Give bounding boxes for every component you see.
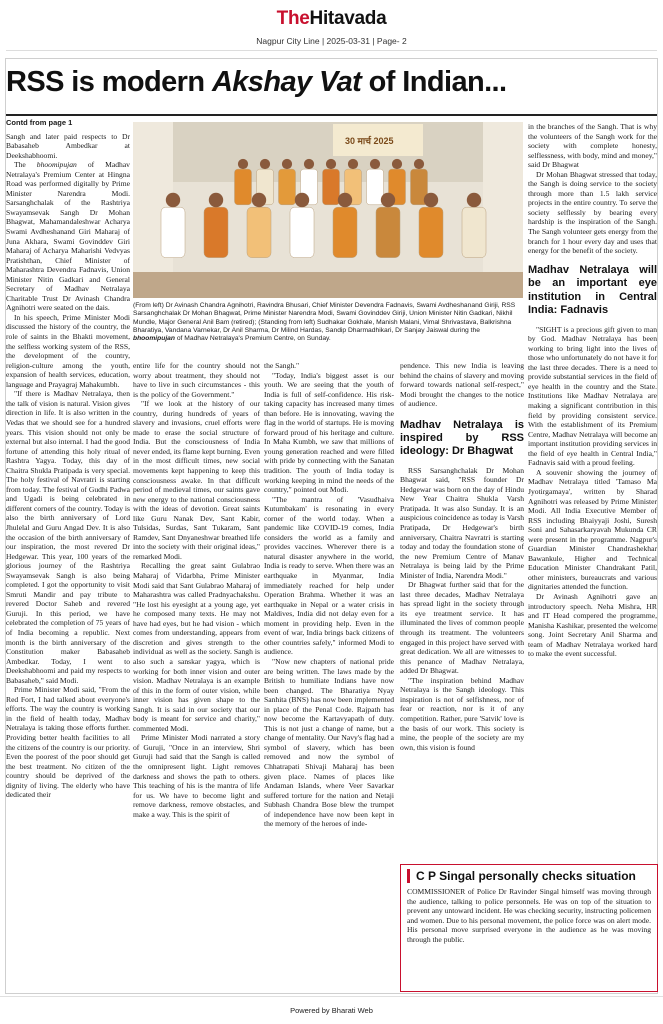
- article-column-5: [528, 122, 657, 860]
- paragraph: In his speech, Prime Minister Modi discussed the history of the country, the role of saints in the Bhakti movement, the selfless working system of the RSS, the development of the country, religion-culture among the youth, expansion of health services, education, language and Prayagraj Mahakumbh.: [6, 312, 130, 389]
- boxed-story-title: C P Singal personally checks situation: [407, 869, 651, 883]
- paragraph: "If there is Madhav Netralaya, then the talk of vision is natural. Vision gives direction in life. It is also written in the Vedas that we should see for a hundred years. This vision should not only be external but also internal. I had the good fortune of attending this holy ritual of Rashtra Yagya. Today, this day of Chaitra Shukla Pratipada is very special. The holy festival of Navratri is starting from today. The festival of Gudhi Padwa and Ugadi is being celebrated in different corners of the country. Today is also the birth anniversary of Lord Jhulelal and Guru Angad Dev. It is also the occasion of the birth anniversary of our inspiration, the most revered Dr Hedgewar. This year, 100 years of the glorious journey of the Rashtriya Swayamsevak Sangh is also being completed. I got the opportunity to visit Smruti Mandir and pay tribute to revered Doctor Saheb and revered Guruji. In this period, we have celebrated the completion of 75 years of of India becoming a republic. Next month is the birth anniversary of the Constitution maker Babasaheb Ambedkar. Today, I went to Deekshabhoomi and paid my respects to Babasaheb," said Modi.: [6, 389, 130, 685]
- paragraph: the Sangh.": [264, 361, 300, 370]
- footer-link[interactable]: Powered by Bharati Web: [290, 1006, 373, 1015]
- subheading: Madhav Netralaya is inspired by RSS ideology: Dr Bhagwat: [400, 418, 524, 457]
- masthead: [0, 0, 663, 50]
- article-column-3: [264, 361, 394, 994]
- paragraph: "If we look at the history of our country, during hundreds of years of slavery and invasions, cruel efforts were made to erase the social structure of India. But the consciousness of India never ended, its flame kept burning. Even in the most difficult times, new social movements kept happening to keep this consciousness awake. In that difficult period of medieval times, our saints gave new energy to the national consciousness with the ideas of devotion. Great saints like Guru Nanak Dev, Sant Kabir, Tulsidas, Surdas, Sant Tukaram, Sant Ramdev, Sant Dnyaneshwar breathed life into the society with their original ideas," remarked Modi.: [133, 399, 260, 561]
- paragraph: Prime Minister Modi said, "From the Red Fort, I had talked about everyone's efforts. The way the country is working in the field of health today, Madhav Netralaya is taking those efforts further. Providing better health facilities to all the citizens of the country is our priority. Even the poorest of the poor should get the best treatment. No citizen of the country should be deprived of the dignity of living. The elderly who have dedicated their: [6, 685, 130, 800]
- paragraph: Recalling the great saint Gulabrao Maharaj of Vidarbha, Prime Minister Modi said that Sant Gulabrao Maharaj of Maharashtra was called Pradnyachakshu. "He lost his eyesight at a young age, yet he composed many texts. He may not have had eyes, but he had vision - which comes from understanding, appears from discretion and gives strength to the individual as well as the society. Sangh is also such a sanskar yagya, which is working for both inner vision and outer vision. Madhav Netralaya is an example of this in the form of outer vision, while inner vision has given shape to the Sangh. It is said in our society that our body is meant for service and charity," commented Modi.: [133, 561, 260, 733]
- paragraph: RSS Sarsanghchalak Dr Mohan Bhagwat said, "RSS founder Dr Hedgewar was born on the day of Hindu New Year Chaitra Shukla Varsh Pratipada. It was also Sunday. It is an auspicious coincidence as today is Varsh Pratipada, Dr Hedgewar's birth anniversary, Chaitra Navratri is starting today and today the foundation stone of the new Premium Centre of Manav Netralaya is being laid by the Prime Minister of India, Narendra Modi.": [400, 465, 524, 580]
- paragraph: "The mantra of 'Vasudhaiva Kutumbakam' is resonating in every corner of the world today. When a pandemic like COVID-19 comes, India considers the world as a family and provides vaccines. Wherever there is a natural disaster anywhere in the world, India is ready to serve. When there was an earthquake in Myanmar, India immediately reached for help under Operation Brahma. Whether it was an earthquake in Nepal or a water crisis in Maldives, India did not delay even for a moment in providing help. Even in the event of war, India brings back citizens of other countries safely," informed Modi to audience.: [264, 494, 394, 657]
- text: of Madhav Netralaya's Premium Centre, on Sunday.: [174, 335, 331, 343]
- text: The: [14, 160, 37, 170]
- event-photo-illustration: [133, 122, 523, 298]
- article-column-4: [400, 361, 524, 861]
- boxed-story-text: COMMISSIONER of Police Dr Ravinder Singal himself was moving through the audience, talking to police personnels. He was on top of the situation to prevent any untoward incident. He was checking security, instructing policemen and women. Due to his personal movement, the police force was on alert mode. His personal move surprised everyone in the audience as he was moving through the public.: [407, 887, 651, 944]
- banner-text: 30 मार्च 2025: [345, 136, 394, 146]
- text: bhoomipujan: [36, 160, 77, 170]
- headline-part-2: Akshay Vat: [211, 66, 362, 98]
- article-column-2: [133, 361, 260, 994]
- paragraph: [6, 160, 130, 313]
- subheading: Madhav Netralaya will be an important eye institution in Central India: Fadnavis: [528, 263, 657, 317]
- logo-the: The: [276, 8, 310, 29]
- article-column-1: [6, 118, 130, 994]
- paragraph: "The inspiration behind Madhav Netralaya is the Sangh ideology. This inspiration is not of selfishness, nor of fear or reaction, nor is it of any competition. Rather, pure 'Satvik' love is the basis of our work. This society is mine, the people of the society are my own, this vision is found: [400, 675, 524, 752]
- paragraph: "Today, India's biggest asset is our youth. We are seeing that the youth of India is full of self-confidence. His risk-taking capacity has increased many times than before. He is innovating, waving the flag in the world of startups. He is moving forward proud of his heritage and culture. In Maha Kumbh, we saw that millions of young generation reached and were filled with pride by connecting with the Sanatan tradition. The youth of India today is working keeping in mind the needs of the country," pointed out Modi.: [264, 370, 394, 495]
- footer: [0, 996, 663, 1024]
- text: (From left) Dr Avinash Chandra Agnihotri, Ravindra Bhusari, Chief Minister Devendra Fadnavis, Swami Avdheshanand Giriji, RSS Sarsanghchalak Dr Mohan Bhagwat, Prime Minister Narendra Modi, Swami Govinddev Giriji, Union Minister Nitin Gadkari, Nikhil Mundle, Major General Anil Bam (retired); (Standing from left) Sudhakar Gokhale, Manish Malani, Vimal Shrivastava, Balkrishna Bharatiya, Vandana Varnekar, Dr Anil Sharma, Dr Milind Hardas, Sandip Dharmadhikari, Dr Sanjay Jaiswal during the: [133, 302, 516, 334]
- continued-label: Contd from page 1: [6, 118, 73, 127]
- page-headline: [6, 66, 506, 99]
- photo-caption: [133, 302, 523, 343]
- paragraph: "SIGHT is a precious gift given to man by God. Madhav Netralaya has been working to bring light into the lives of those who unfortunately do not have it for the last three decades. There is a need to provide substantial services in the field of eye health in the country and the State. Institutions like Madhav Netralaya are making a significant contribution in this field by providing consistent service. With the establishment of its Premium Centre, Madhav Netralaya will become an important institution providing services in the field of eye health in Central India," Fadnavis said with a proud feeling.: [528, 324, 657, 468]
- text: bhoomipujan: [133, 335, 175, 343]
- paragraph: Dr Mohan Bhagwat stressed that today, the Sangh is doing service to the society through more than 1.5 lakh service projects in the entire country. To serve the society selflessly by bearing every hardship is the inspiration of the Sangh. The Sangh volunteer gets energy from the branch for 1 hour every day and uses that energy for the benefit of the society.: [528, 169, 657, 256]
- paragraph: pendence. This new India is leaving behind the chains of slavery and moving forward towards national self-respect," Modi brought the changes to the notice of audience.: [400, 361, 524, 409]
- newspaper-logo[interactable]: [0, 8, 663, 30]
- event-photo: [133, 122, 523, 298]
- paragraph: Dr Bhagwat further said that for the last three decades, Madhav Netralaya has spread light in the society through its eye treatment service. It has illuminated the lives of common people through its treatment. The volunteers engaged in this project have served with great dedication. We all are witnesses to this penance of Madhav Netralaya, added Dr Bhagwat.: [400, 580, 524, 676]
- headline-rule: [6, 114, 657, 116]
- text: of Madhav Netralaya's Premium Center at Hingna Road was performed digitally by Prime Minister Narendra Modi. Sarsanghchalak of the Rashtriya Swayamsevak Sangh Dr Mohan Bhagwat, Mahamandaleshwar Acharya Swami Avdheshanand Giri Maharaj of Juna Akhara, Swami Govinddev Giri Maharaj of Acharya Maharishi Vedvyas Pratishthan, Chief Minister of Maharashtra Devendra Fadnavis, Union Minister Nitin Gadkari and General Secretary of Madhav Netralaya Charitable Trust Dr Avinash Chandra Agnihotri were seated on the dais.: [6, 160, 130, 313]
- paragraph: entire life for the country should not worry about treatment, they should not have to live in such circumstances - this is the policy of the Government.": [133, 361, 260, 399]
- paragraph: "Now new chapters of national pride are being written. The laws made by the British to humiliate Indians have now been changed. The Bharatiya Nyay Sanhita (BNS) has now been implemented in place of the Penal Code. Rajpath has now become the Kartavyapath of duty. This is not just a change of name, but a change of mentality. Our Navy's flag had a symbol of slavery, which has been removed and now the symbol of Chhatrapati Shivaji Maharaj has been given place. Names of places like Andaman Islands, where Veer Savarkar suffered torture for the nation and Netaji Subhash Chandra Bose blew the trumpet of independence have now been kept in the memory of the heroes of inde-: [264, 656, 394, 829]
- paragraph: Dr Avinash Agnihotri gave an introductory speech. Neha Mishra, HR and IT Head compered the programme, Manisha Kashikar, presented the welcome song. Joint Secretary Anil Sharma and team of Madhav Netralaya worked hard to make the event successful.: [528, 591, 657, 659]
- logo-hitavada: Hitavada: [309, 8, 387, 29]
- paragraph: Prime Minister Modi narrated a story of Guruji, "Once in an interview, Shri Guruji had said that the Sangh is called the omnipresent light. Light removes darkness and shows the path to others. This teaching of his is the mantra of life for us. We have to become light and remove darkness, remove obstacles, and make a way. This is the spirit of: [133, 733, 260, 819]
- paragraph: A souvenir showing the journey of Madhav Netralaya titled 'Tamaso Ma Jyotirgamaya', written by Sharad Agnihotri was released by Prime Minister Modi. All India Executive Member of RSS including Bhaiyyaji Joshi, Suresh Soni and Sahasarkaryavah Mukunda CR were present in the programme. Nagpur's Guardian Minister Chandrashekhar Bawankule, Higher and Technical Education Minister Chandrakant Patil, other ministers, bureaucrats and various dignitaries attended the function.: [528, 467, 657, 592]
- divider: [6, 50, 657, 51]
- boxed-story: [400, 864, 658, 992]
- paragraph: in the branches of the Sangh. That is why the volunteers of the Sangh work for the society with complete honesty, selflessness, with body, mind and money," said Dr Bhagwat: [528, 122, 657, 170]
- paragraph: Sangh and later paid respects to Dr Babasaheb Ambedkar at Deekshabhoomi.: [6, 131, 130, 160]
- edition-line: Nagpur City Line | 2025-03-31 | Page- 2: [256, 36, 407, 46]
- headline-part-1: RSS is modern: [6, 66, 212, 98]
- headline-part-3: of Indian...: [361, 66, 507, 98]
